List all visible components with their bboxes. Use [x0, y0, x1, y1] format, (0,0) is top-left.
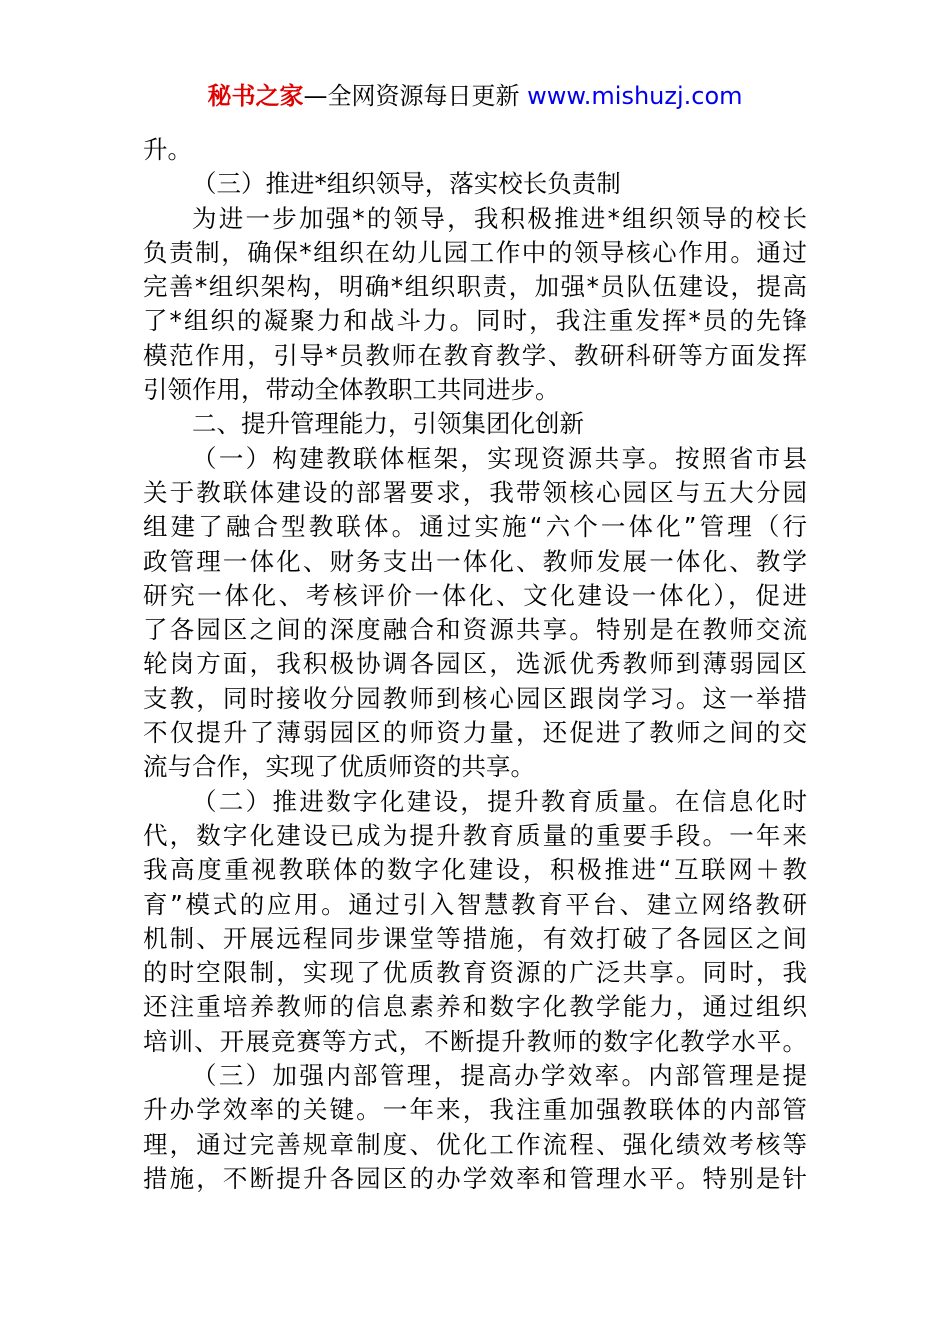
text-line: 的时空限制，实现了优质教育资源的广泛共享。同时，我	[143, 958, 807, 988]
text-line: 引领作用，带动全体教职工共同进步。	[143, 375, 560, 405]
text-line: 政管理一体化、财务支出一体化、教师发展一体化、教学	[143, 546, 807, 576]
section-heading: 二、提升管理能力，引领集团化创新	[192, 409, 584, 439]
text-line: 措施，不断提升各园区的办学效率和管理水平。特别是针	[143, 1163, 807, 1193]
text-line: 升。	[143, 135, 192, 164]
text-line: 不仅提升了薄弱园区的师资力量，还促进了教师之间的交	[143, 718, 807, 748]
text-line: 关于教联体建设的部署要求，我带领核心园区与五大分园	[143, 477, 807, 507]
section-heading: （三）推进*组织领导，落实校长负责制	[192, 169, 621, 199]
text-line: 升办学效率的关键。一年来，我注重加强教联体的内部管	[143, 1095, 807, 1125]
document-body	[143, 133, 807, 1196]
text-line: 了各园区之间的深度融合和资源共享。特别是在教师交流	[143, 615, 807, 645]
text-line: （二）推进数字化建设，提升教育质量。在信息化时	[192, 786, 807, 816]
text-line: 了*组织的凝聚力和战斗力。同时，我注重发挥*员的先锋	[143, 306, 807, 336]
text-line: 为进一步加强*的领导，我积极推进*组织领导的校长	[192, 203, 807, 233]
text-line: 负责制，确保*组织在幼儿园工作中的领导核心作用。通过	[143, 237, 807, 267]
text-line: （三）加强内部管理，提高办学效率。内部管理是提	[192, 1061, 807, 1091]
site-url-link[interactable]: www.mishuzj.com	[527, 82, 743, 110]
text-line: 流与合作，实现了优质师资的共享。	[143, 752, 535, 782]
text-line: 研究一体化、考核评价一体化、文化建设一体化），促进	[143, 580, 807, 610]
text-line: 支教，同时接收分园教师到核心园区跟岗学习。这一举措	[143, 683, 807, 713]
text-line: （一）构建教联体框架，实现资源共享。按照省市县	[192, 443, 807, 473]
site-header	[0, 80, 950, 112]
text-line: 轮岗方面，我积极协调各园区，选派优秀教师到薄弱园区	[143, 649, 807, 679]
text-line: 代，数字化建设已成为提升教育质量的重要手段。一年来	[143, 820, 807, 850]
site-brand: 秘书之家	[207, 82, 304, 110]
text-line: 组建了融合型教联体。通过实施“六个一体化”管理（行	[143, 512, 807, 542]
text-line: 育”模式的应用。通过引入智慧教育平台、建立网络教研	[143, 889, 807, 919]
text-line: 模范作用，引导*员教师在教育教学、教研科研等方面发挥	[143, 340, 807, 370]
site-tagline: —全网资源每日更新	[303, 82, 520, 110]
text-line: 完善*组织架构，明确*组织职责，加强*员队伍建设，提高	[143, 272, 807, 302]
text-line: 还注重培养教师的信息素养和数字化教学能力，通过组织	[143, 992, 807, 1022]
text-line: 机制、开展远程同步课堂等措施，有效打破了各园区之间	[143, 923, 807, 953]
text-line: 培训、开展竞赛等方式，不断提升教师的数字化教学水平。	[143, 1026, 807, 1056]
text-line: 理，通过完善规章制度、优化工作流程、强化绩效考核等	[143, 1129, 807, 1159]
text-line: 我高度重视教联体的数字化建设，积极推进“互联网＋教	[143, 855, 807, 885]
